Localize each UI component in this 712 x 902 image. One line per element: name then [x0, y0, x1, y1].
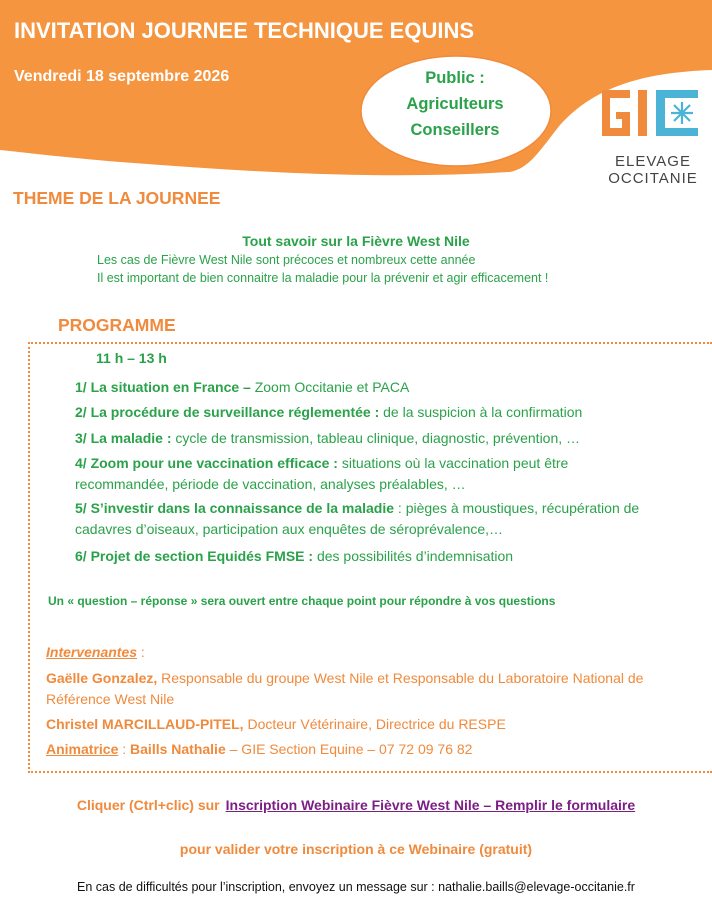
programme-item	[75, 453, 635, 495]
host-separator: :	[118, 741, 131, 757]
programme-item-title: 1/ La situation en France –	[75, 379, 251, 395]
speakers-heading-label: Intervenantes	[46, 644, 138, 660]
programme-item-text: Zoom Occitanie et PACA	[250, 379, 410, 395]
contact-footer: En cas de difficultés pour l’inscription, envoyez un message sur : nathalie.baills@elevage-occitanie.fr	[77, 880, 635, 894]
registration-link[interactable]: Inscription Webinaire Fièvre West Nile – Remplir le formulaire	[225, 797, 636, 813]
programme-item-title: 4/ Zoom pour une vaccination efficace :	[75, 455, 338, 471]
programme-time: 11 h – 13 h	[96, 350, 167, 366]
programme-item-title: 3/ La maladie :	[75, 430, 172, 446]
programme-item-text: situations où la vaccination peut être recommandée, période de vaccination, analyses préalables, …	[75, 455, 569, 492]
speakers-heading	[46, 644, 145, 660]
host-name: Baills Nathalie	[130, 741, 226, 757]
programme-item-text: des possibilités d’indemnisation	[313, 548, 514, 564]
qa-note: Un « question – réponse » sera ouvert entre chaque point pour répondre à vos questions	[48, 594, 556, 608]
logo-text-line1: ELEVAGE	[615, 153, 691, 170]
host-details: – GIE Section Equine – 07 72 09 76 82	[225, 741, 473, 757]
audience-box	[360, 55, 550, 167]
audience-heading: Public :	[425, 69, 485, 87]
logo-text-line2: OCCITANIE	[608, 170, 698, 187]
programme-item-title: 6/ Projet de section Equidés FMSE :	[75, 548, 314, 564]
audience-item: Conseillers	[410, 121, 500, 139]
programme-item-text: de la suspicion à la confirmation	[379, 404, 583, 420]
speaker-role: Responsable du groupe West Nile et Responsable du Laboratoire National de Référence West Nile	[46, 670, 644, 707]
host-entry	[46, 739, 686, 760]
audience-item: Agriculteurs	[406, 95, 504, 113]
programme-item-title: 5/ S’investir dans la connaissance de la maladie	[75, 500, 395, 516]
page-title: INVITATION JOURNEE TECHNIQUE EQUINS	[14, 18, 475, 43]
gie-logo	[598, 88, 708, 188]
theme-title: Tout savoir sur la Fièvre West Nile	[242, 233, 470, 249]
theme-heading: THEME DE LA JOURNEE	[13, 188, 221, 208]
programme-item-title: 2/ La procédure de surveillance réglementée :	[75, 404, 380, 420]
programme-item	[75, 428, 695, 449]
event-date: Vendredi 18 septembre 2026	[14, 68, 230, 85]
host-label: Animatrice	[46, 741, 119, 757]
programme-item	[75, 546, 695, 567]
programme-item-text: : pièges à moustiques, récupération de cadavres d’oiseaux, participation aux enquêtes de séroprévalence,…	[75, 500, 640, 537]
programme-item-text: cycle de transmission, tableau clinique, diagnostic, prévention, …	[171, 430, 581, 446]
theme-description-line: Il est important de bien connaitre la maladie pour la prévenir et agir efficacement !	[97, 271, 549, 285]
speaker-entry	[46, 668, 686, 710]
speaker-entry	[46, 714, 686, 735]
speaker-name: Christel MARCILLAUD-PITEL,	[46, 716, 244, 732]
speaker-role: Docteur Vétérinaire, Directrice du RESPE	[243, 716, 506, 732]
speaker-name: Gaëlle Gonzalez,	[46, 670, 158, 686]
theme-description-line: Les cas de Fièvre West Nile sont précoces et nombreux cette année	[97, 253, 476, 267]
speakers-heading-suffix: :	[137, 644, 145, 660]
programme-item	[75, 377, 695, 398]
programme-item	[75, 402, 695, 423]
gie-logo-mark	[598, 88, 708, 146]
registration-cta	[0, 797, 712, 813]
registration-note: pour valider votre inscription à ce Webinaire (gratuit)	[179, 841, 533, 857]
programme-item	[75, 498, 695, 540]
registration-prefix: Cliquer (Ctrl+clic) sur	[76, 797, 220, 813]
programme-heading: PROGRAMME	[58, 315, 176, 335]
